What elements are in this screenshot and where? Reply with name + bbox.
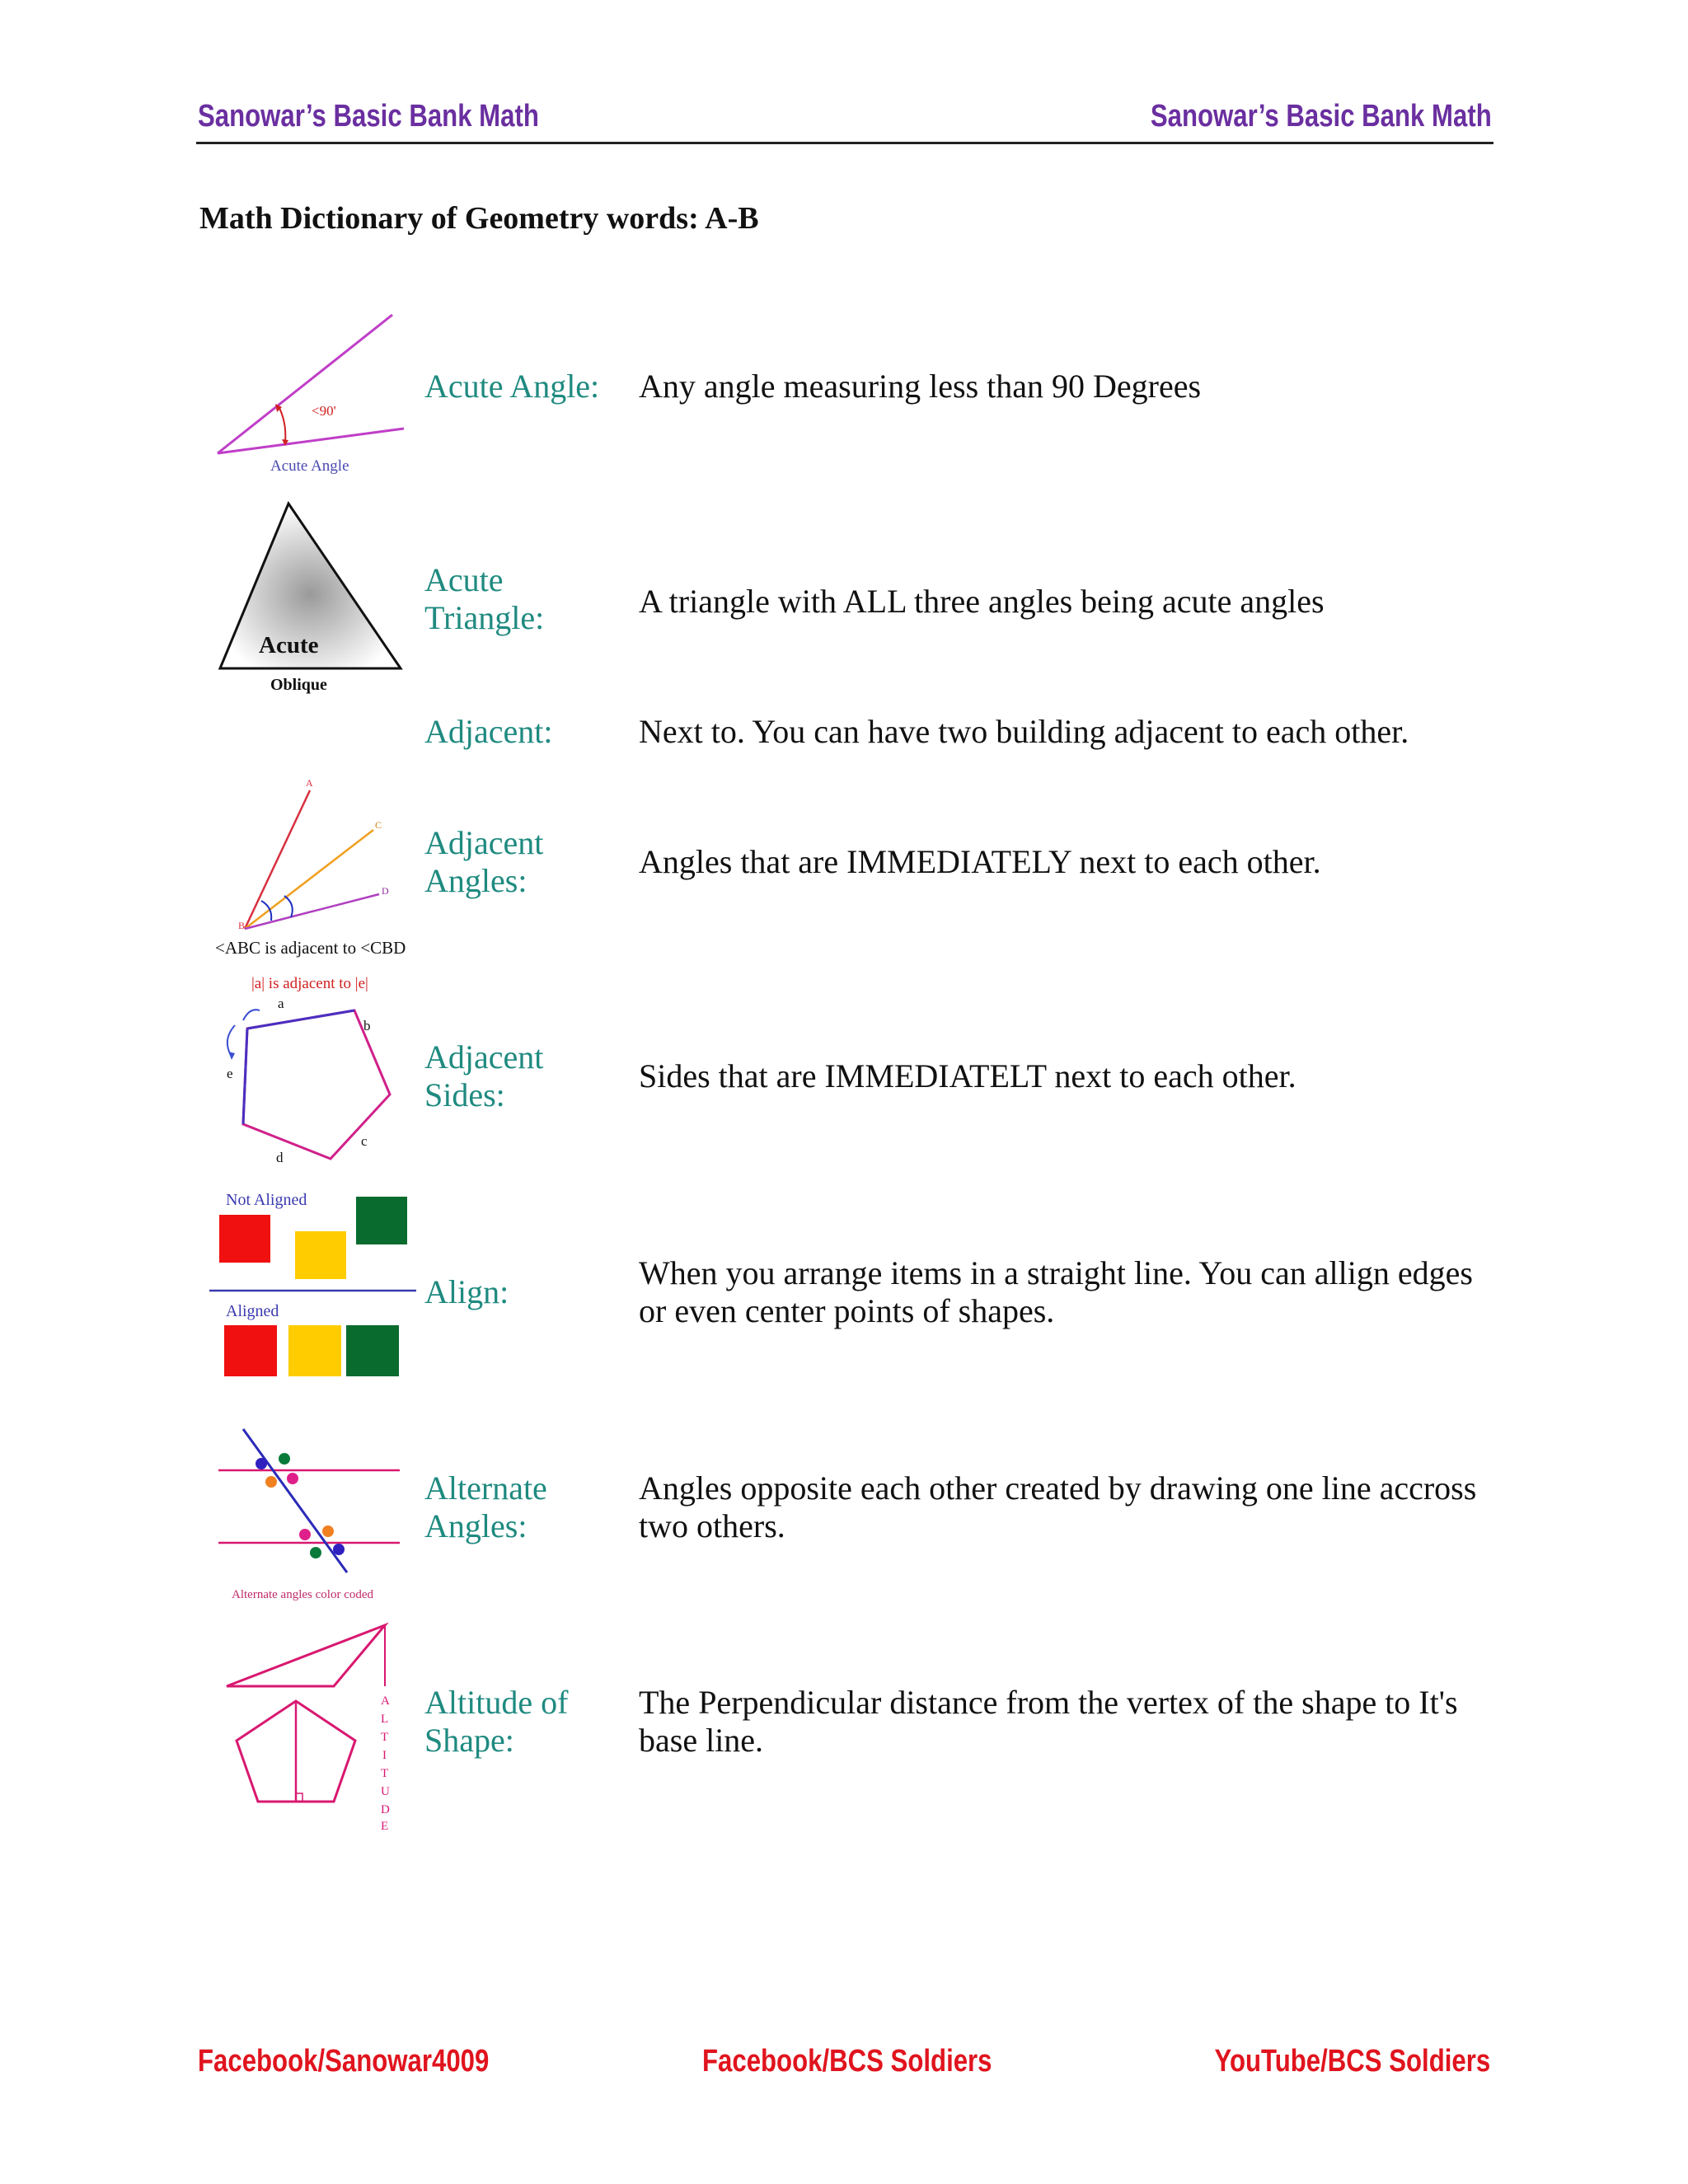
aligned-green-square	[346, 1325, 399, 1376]
adjacent-angles-point-d: D	[382, 885, 389, 897]
altitude-letter-4: I	[382, 1749, 387, 1762]
adjacent-sides-caption: |a| is adjacent to |e|	[251, 975, 368, 992]
term-align: Align:	[424, 1273, 509, 1310]
altitude-figure	[218, 1617, 416, 1835]
adjacent-sides-figure	[210, 971, 416, 1173]
term-acute-triangle: Acute Triangle:	[424, 561, 545, 636]
not-aligned-green-square	[356, 1197, 407, 1244]
altitude-letter-8: E	[381, 1820, 389, 1831]
definition-adjacent-angles: Angles that are IMMEDIATELY next to each other.	[639, 843, 1321, 880]
not-aligned-red-square	[219, 1215, 270, 1263]
footer-facebook-sanowar-link[interactable]: Facebook/Sanowar4009	[198, 2044, 490, 2079]
term-alternate-angles: Alternate Angles:	[424, 1469, 547, 1544]
altitude-letter-3: T	[381, 1731, 389, 1744]
altitude-letter-1: A	[381, 1694, 390, 1708]
align-aligned-label: Aligned	[226, 1302, 279, 1320]
definition-adjacent-sides: Sides that are IMMEDIATELT next to each other.	[639, 1057, 1296, 1094]
term-adjacent-angles: Adjacent Angles:	[424, 824, 544, 899]
align-figure	[206, 1185, 416, 1387]
alternate-angles-caption: Alternate angles color coded	[232, 1588, 374, 1601]
adjacent-angles-point-b: B	[238, 920, 246, 931]
acute-triangle-caption: Oblique	[270, 676, 327, 694]
align-not-aligned-label: Not Aligned	[226, 1191, 307, 1209]
adjacent-sides-label-a: a	[278, 996, 284, 1011]
not-aligned-yellow-square	[295, 1231, 346, 1279]
definition-acute-triangle: A triangle with ALL three angles being acute angles	[639, 583, 1325, 620]
aligned-yellow-square	[288, 1325, 341, 1376]
acute-angle-figure	[206, 312, 412, 489]
footer-youtube-bcs-link[interactable]: YouTube/BCS Soldiers	[1214, 2044, 1490, 2079]
definition-altitude-of-shape: The Perpendicular distance from the vertex of the shape to It's base line.	[639, 1684, 1458, 1759]
term-acute-angle: Acute Angle:	[424, 368, 600, 405]
definition-acute-angle: Any angle measuring less than 90 Degrees	[639, 368, 1202, 405]
term-adjacent-sides: Adjacent Sides:	[424, 1038, 544, 1113]
acute-angle-label: <90'	[312, 403, 336, 419]
altitude-letter-5: T	[381, 1767, 389, 1780]
adjacent-sides-label-d: d	[276, 1150, 284, 1165]
acute-triangle-inner-label: Acute	[259, 632, 319, 658]
definition-adjacent: Next to. You can have two building adjacent to each other.	[639, 713, 1409, 750]
adjacent-angles-figure	[210, 771, 416, 968]
definition-align: When you arrange items in a straight line. You can allign edges or even center points of shapes.	[639, 1254, 1473, 1329]
adjacent-sides-label-e: e	[227, 1066, 233, 1081]
altitude-letter-6: U	[381, 1785, 390, 1798]
adjacent-angles-point-a: A	[306, 777, 313, 789]
adjacent-sides-label-c: c	[361, 1133, 368, 1149]
footer-facebook-bcs-link[interactable]: Facebook/BCS Soldiers	[702, 2044, 992, 2079]
alternate-angles-figure	[218, 1424, 416, 1618]
adjacent-angles-point-c: C	[375, 819, 382, 831]
header-left: Sanowar’s Basic Bank Math	[198, 99, 539, 134]
adjacent-sides-label-b: b	[363, 1018, 371, 1033]
term-adjacent: Adjacent:	[424, 713, 553, 750]
adjacent-angles-caption: <ABC is adjacent to <CBD	[215, 938, 406, 958]
header-divider	[196, 142, 1493, 144]
acute-angle-caption: Acute Angle	[270, 457, 349, 475]
term-altitude-of-shape: Altitude of Shape:	[424, 1684, 569, 1759]
altitude-letter-7: D	[381, 1803, 390, 1816]
definition-alternate-angles: Angles opposite each other created by drawing one line accross two others.	[639, 1469, 1477, 1544]
header-right: Sanowar’s Basic Bank Math	[1151, 99, 1492, 134]
aligned-red-square	[224, 1325, 277, 1376]
acute-triangle-figure	[206, 499, 412, 701]
altitude-letter-2: L	[381, 1713, 389, 1726]
page-title: Math Dictionary of Geometry words: A-B	[199, 201, 759, 236]
